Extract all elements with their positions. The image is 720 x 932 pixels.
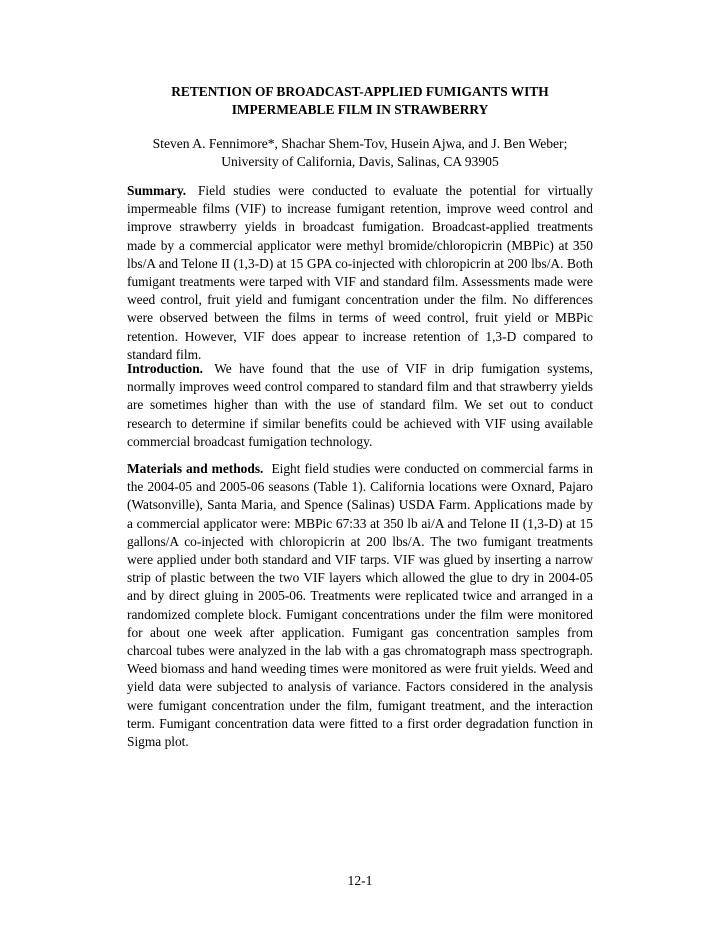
summary-paragraph: [127, 182, 593, 364]
introduction-text: We have found that the use of VIF in drip fumigation systems, normally improves weed control compared to standard film and that strawberry yields are sometimes higher than with the use of standard film. We set out to conduct research to determine if similar benefits could be achieved with VIF using available commercial broadcast fumigation technology.: [127, 361, 593, 449]
author-block: [127, 135, 593, 171]
page-number: 12-1: [347, 873, 373, 888]
author-names: Steven A. Fennimore*, Shachar Shem-Tov, Husein Ajwa, and J. Ben Weber;: [152, 136, 568, 151]
introduction-heading: Introduction.: [127, 361, 204, 376]
author-affiliation: University of California, Davis, Salinas, CA 93905: [221, 154, 499, 169]
methods-paragraph: [127, 460, 593, 751]
methods-text: Eight field studies were conducted on commercial farms in the 2004-05 and 2005-06 seasons (Table 1). California locations were Oxnard, Pajaro (Watsonville), Santa Maria, and Spence (Salinas) USDA Farm. Applications made by a commercial applicator were: MBPic 67:33 at 350 lb ai/A and Telone II (1,3-D) at 15 gallons/A co-injected with chloropicrin at 200 lbs/A. The two fumigant treatments were applied under both standard and VIF tarps. VIF was glued by inserting a narrow strip of plastic between the two VIF layers which allowed the glue to dry in 2004-05 and by direct gluing in 2005-06. Treatments were replicated twice and arranged in a randomized complete block. Fumigant concentrations under the film were monitored for about one week after application. Fumigant gas concentration samples from charcoal tubes were analyzed in the lab with a gas chromatograph mass spectrograph. Weed biomass and hand weeding times were monitored as were fruit yields. Weed and yield data were subjected to analysis of variance. Factors considered in the analysis were fumigant concentration under the film, fumigant treatment, and the interaction term. Fumigant concentration data were fitted to a first order degradation function in Sigma plot.: [127, 461, 593, 750]
title-line-2: IMPERMEABLE FILM IN STRAWBERRY: [231, 102, 489, 117]
methods-heading: Materials and methods.: [127, 461, 264, 476]
summary-heading: Summary.: [127, 183, 187, 198]
title-line-1: RETENTION OF BROADCAST-APPLIED FUMIGANTS WITH: [171, 84, 549, 99]
introduction-paragraph: [127, 360, 593, 451]
summary-text: Field studies were conducted to evaluate the potential for virtually impermeable films (VIF) to increase fumigant retention, improve weed control and improve strawberry yields in broadcast fumigation. Broadcast-applied treatments made by a commercial applicator were methyl bromide/chloropicrin (MBPic) at 350 lbs/A and Telone II (1,3-D) at 15 GPA co-injected with chloropicrin at 200 lbs/A. Both fumigant treatments were tarped with VIF and standard film. Assessments made were weed control, fruit yield and fumigant concentration under the film. No differences were observed between the films in terms of weed control, fruit yield or MBPic retention. However, VIF does appear to increase retention of 1,3-D compared to standard film.: [127, 183, 593, 362]
paper-title: [127, 83, 593, 119]
